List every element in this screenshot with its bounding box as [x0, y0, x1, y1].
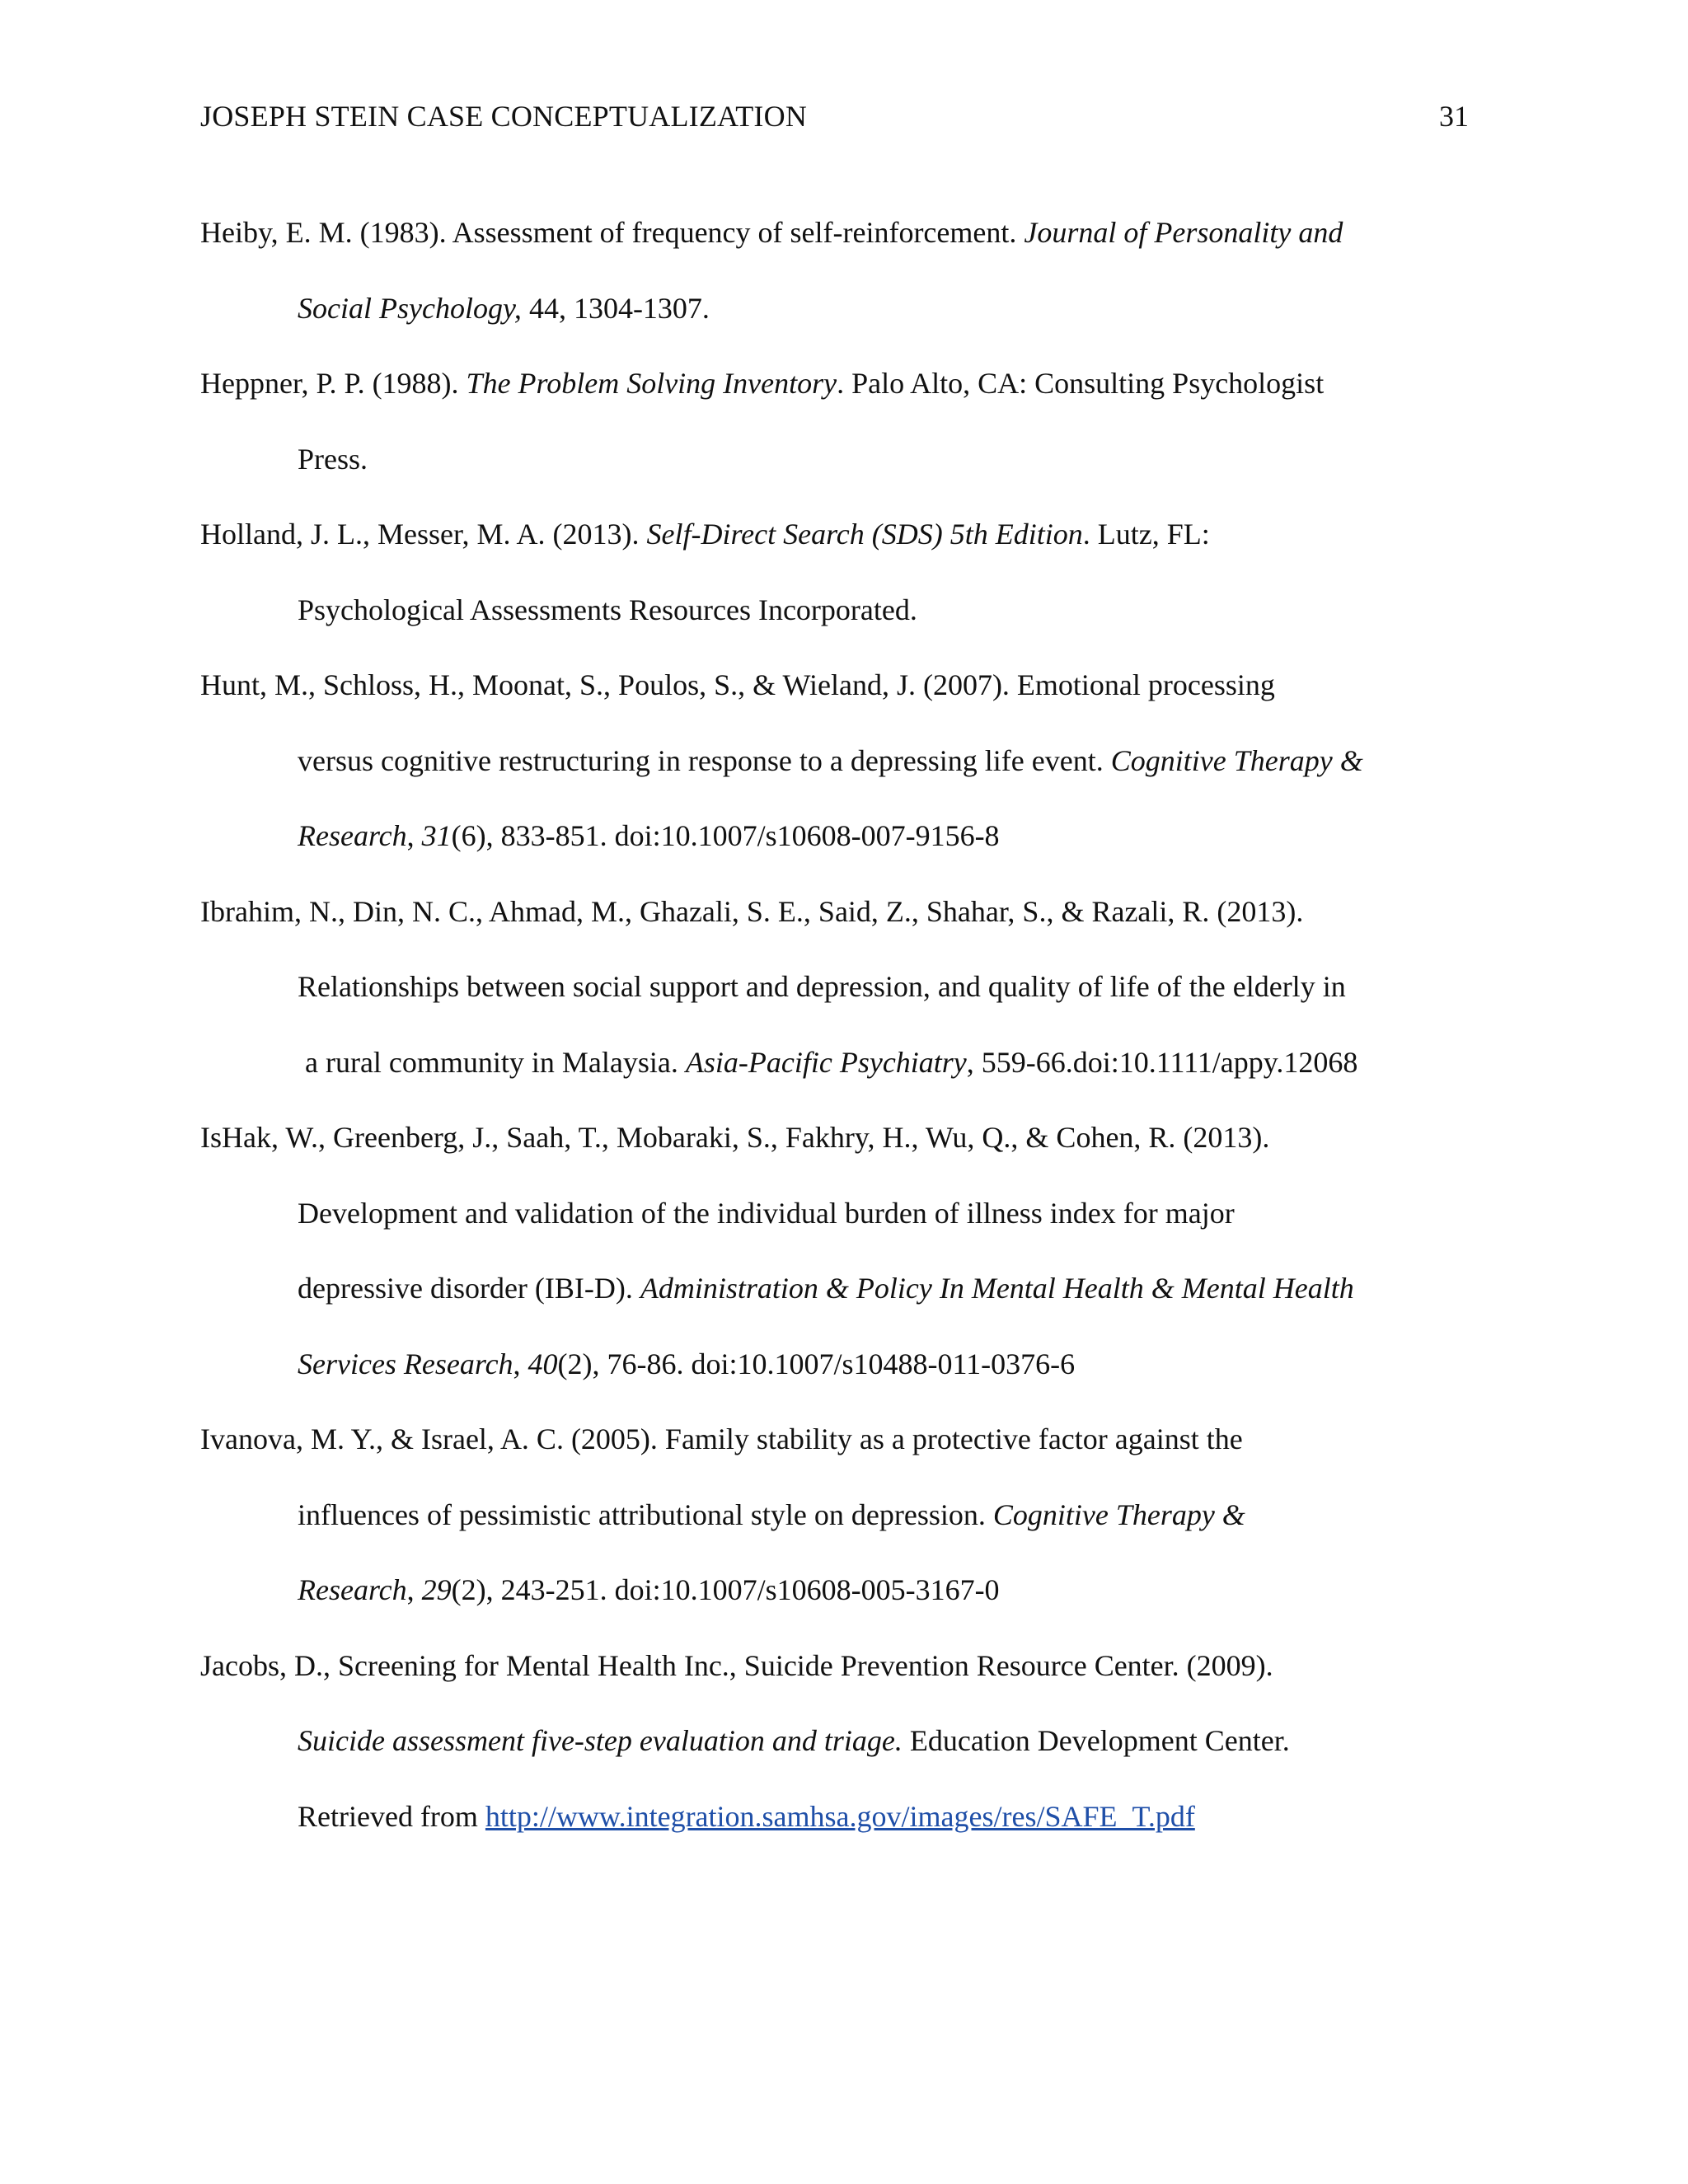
- reference-entry-heiby: [200, 195, 1479, 346]
- volume-number: 31: [421, 819, 452, 852]
- reference-text: versus cognitive restructuring in response to a depressing life event.: [298, 743, 1111, 777]
- reference-line: [200, 1327, 1479, 1403]
- volume-number: 40: [528, 1347, 558, 1380]
- running-head: JOSEPH STEIN CASE CONCEPTUALIZATION: [200, 100, 808, 133]
- reference-entry-ivanova: [200, 1402, 1479, 1629]
- reference-line: [200, 724, 1479, 799]
- journal-title: Research: [298, 819, 407, 852]
- book-title: The Problem Solving Inventory: [466, 367, 837, 400]
- reference-line: [200, 422, 1479, 498]
- reference-entry-ishak: [200, 1100, 1479, 1402]
- reference-line: [200, 1553, 1479, 1629]
- reference-text: Holland, J. L., Messer, M. A. (2013).: [200, 518, 647, 551]
- reference-text: (2), 76-86. doi:10.1007/s10488-011-0376-6: [557, 1347, 1076, 1380]
- reference-text: Heiby, E. M. (1983). Assessment of frequency of self-reinforcement.: [200, 216, 1025, 249]
- reference-text: (2), 243-251. doi:10.1007/s10608-005-3167-0: [451, 1573, 1000, 1606]
- samhsa-safe-t-link[interactable]: http://www.integration.samhsa.gov/images/res/SAFE_T.pdf: [485, 1799, 1195, 1833]
- reference-line: [200, 497, 1479, 573]
- book-title: Self-Direct Search (SDS) 5th Edition: [646, 518, 1083, 551]
- reference-line: [200, 346, 1479, 422]
- reference-line: [200, 648, 1479, 724]
- reference-text: Ibrahim, N., Din, N. C., Ahmad, M., Ghazali, S. E., Said, Z., Shahar, S., & Razali, R. (2013).: [200, 894, 1304, 928]
- reference-text: Press.: [298, 442, 368, 476]
- journal-title: Journal of Personality and: [1024, 216, 1343, 249]
- reference-entry-hunt: [200, 648, 1479, 874]
- journal-title: Cognitive Therapy &: [1110, 743, 1363, 777]
- reference-text: . Palo Alto, CA: Consulting Psychologist: [837, 367, 1325, 400]
- reference-text: Ivanova, M. Y., & Israel, A. C. (2005). Family stability as a protective factor against the: [200, 1422, 1243, 1455]
- reference-line: [200, 1025, 1479, 1101]
- reference-line: [200, 1251, 1479, 1327]
- reference-line: [200, 1402, 1479, 1478]
- reference-text: Development and validation of the individual burden of illness index for major: [298, 1196, 1235, 1230]
- journal-title: Asia-Pacific Psychiatry: [685, 1045, 967, 1079]
- reference-line: [200, 195, 1479, 271]
- reference-line: [200, 949, 1479, 1025]
- reference-text: Relationships between social support and depression, and quality of life of the elderly in: [298, 970, 1346, 1003]
- reference-line: [200, 799, 1479, 874]
- reference-list: [200, 195, 1479, 1854]
- reference-text: ,: [406, 819, 422, 852]
- journal-title: Social Psychology,: [298, 291, 522, 325]
- reference-text: ,: [513, 1347, 528, 1380]
- reference-line: [200, 874, 1479, 950]
- journal-title: Research: [298, 1573, 407, 1606]
- journal-title: Administration & Policy In Mental Health & Mental Health: [640, 1272, 1354, 1305]
- reference-line: [200, 1478, 1479, 1554]
- reference-entry-jacobs: [200, 1629, 1479, 1855]
- reference-line: [200, 271, 1479, 347]
- reference-text: Psychological Assessments Resources Incorporated.: [298, 593, 917, 626]
- reference-line: [200, 1704, 1479, 1779]
- reference-line: [200, 1629, 1479, 1704]
- reference-text: Heppner, P. P. (1988).: [200, 367, 467, 400]
- reference-line: [200, 1176, 1479, 1252]
- reference-line: [200, 1100, 1479, 1176]
- reference-line: [200, 573, 1479, 649]
- volume-number: 29: [421, 1573, 452, 1606]
- page-number: 31: [1439, 100, 1469, 133]
- report-title: Suicide assessment five-step evaluation and triage.: [298, 1724, 903, 1757]
- reference-text: Jacobs, D., Screening for Mental Health Inc., Suicide Prevention Resource Center. (2009).: [200, 1648, 1273, 1682]
- reference-text: Hunt, M., Schloss, H., Moonat, S., Poulos, S., & Wieland, J. (2007). Emotional processing: [200, 668, 1275, 701]
- reference-entry-ibrahim: [200, 874, 1479, 1101]
- reference-text: Education Development Center.: [902, 1724, 1290, 1757]
- reference-entry-heppner: [200, 346, 1479, 497]
- reference-entry-holland: [200, 497, 1479, 648]
- journal-title: Cognitive Therapy &: [992, 1497, 1245, 1531]
- reference-text: , 559-66.doi:10.1111/appy.12068: [966, 1045, 1358, 1079]
- reference-text: a rural community in Malaysia.: [305, 1045, 686, 1079]
- reference-text: Retrieved from: [298, 1799, 485, 1833]
- reference-text: . Lutz, FL:: [1082, 518, 1210, 551]
- reference-text: depressive disorder (IBI-D).: [298, 1272, 640, 1305]
- reference-text: 44, 1304-1307.: [521, 291, 710, 325]
- reference-line: [200, 1779, 1479, 1855]
- reference-text: IsHak, W., Greenberg, J., Saah, T., Mobaraki, S., Fakhry, H., Wu, Q., & Cohen, R. (2013).: [200, 1121, 1270, 1154]
- journal-title: Services Research: [298, 1347, 513, 1380]
- reference-text: ,: [406, 1573, 422, 1606]
- reference-text: (6), 833-851. doi:10.1007/s10608-007-9156-8: [451, 819, 1000, 852]
- reference-text: influences of pessimistic attributional style on depression.: [298, 1497, 993, 1531]
